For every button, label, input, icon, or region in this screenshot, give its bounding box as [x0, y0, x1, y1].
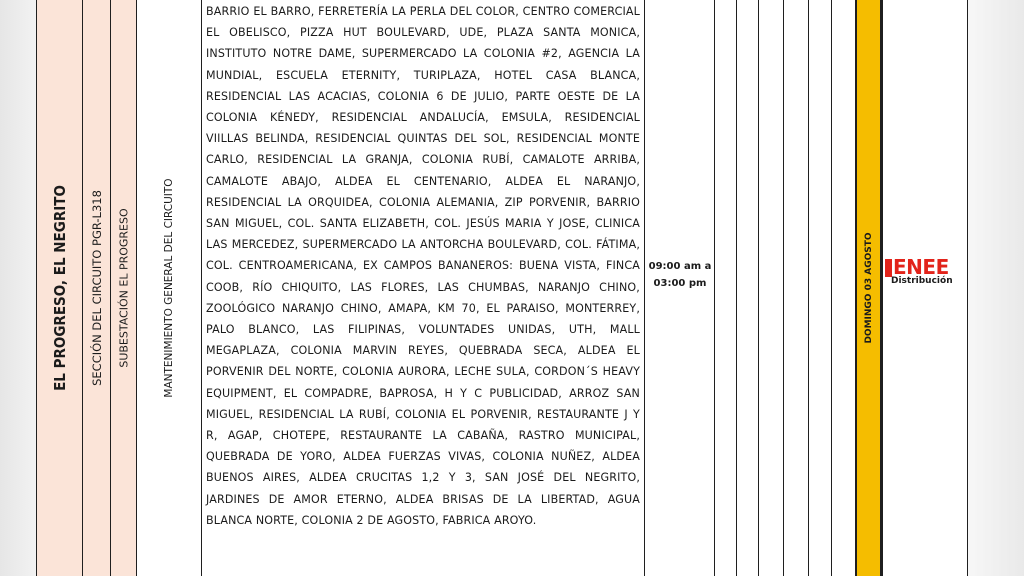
- affected-areas-cell: [201, 0, 644, 576]
- blank-cell: [808, 0, 831, 576]
- section-label: SECCIÓN DEL CIRCUITO PGR-L318: [89, 190, 104, 386]
- blank-cell: [783, 0, 808, 576]
- enee-logo-subtitle: Distribución: [891, 276, 953, 286]
- substation-cell: [110, 0, 136, 576]
- work-cell: [136, 0, 201, 576]
- time-start: 09:00 am a: [648, 261, 712, 272]
- time-cell: [644, 0, 714, 576]
- time-end: 03:00 pm: [653, 278, 707, 289]
- section-cell: [82, 0, 110, 576]
- blank-cell: [831, 0, 855, 576]
- date-cell: [855, 0, 882, 576]
- enee-logo-mark-icon: [885, 259, 892, 277]
- affected-areas-text: BARRIO EL BARRO, FERRETERÍA LA PERLA DEL COLOR, CENTRO COMERCIAL EL OBELISCO, PIZZA HUT BOULEVARD, UDE, PLAZA SANTA MONICA, INSTITUTO NOTRE DAME, SUPERMERCADO LA COLONIA #2, AGENCIA LA MUNDIAL, ESCUELA ETERNITY, TURIPLAZA, HOTEL CASA BLANCA, RESIDENCIAL LAS ACACIAS, COLONIA 6 DE JULIO, PARTE OESTE DE LA COLONIA KÉNEDY, RESIDENCIAL ANDALUCÍA, EMSULA, RESIDENCIAL VIILLAS BELINDA, RESIDENCIAL QUINTAS DEL SOL, RESIDENCIAL MONTE CARLO, RESIDENCIAL LA GRANJA, COLONIA RUBÍ, CAMALOTE ARRIBA, CAMALOTE ABAJO, ALDEA EL CENTENARIO, ALDEA EL NARANJO, RESIDENCIAL LA ORQUIDEA, COLONIA ALEMANIA, ZIP PORVENIR, BARRIO SAN MIGUEL, COL. SANTA ELIZABETH, COL. JESÚS MARIA Y JOSE, CLINICA LAS MERCEDEZ, SUPERMERCADO LA ANTORCHA BOULEVARD, COL. FÁTIMA, COL. CENTROAMERICANA, EX CAMPOS BANANEROS: BUENA VISTA, FINCA COOB, RÍO CHIQUITO, LAS FLORES, LAS CHUMBAS, NARANJO CHINO, ZOOLÓGICO NARANJO CHINO, AMAPA, KM 70, EL PARAISO, MONTERREY, PALO BLANCO, LAS FILIPINAS, VOLUNTADES UNIDAS, UTH, MALL MEGAPLAZA, COLONIA MARVIN REYES, QUEBRADA SECA, ALDEA EL PORVENIR DEL NORTE, COLONIA AURORA, LECHE SULA, CORDON´S HEAVY EQUIPMENT, EL COMPADRE, BAPROSA, H Y C PUBLICIDAD, ARROZ SAN MIGUEL, RESIDENCIAL LA RUBÍ, COLONIA EL PORVENIR, RESTAURANTE J Y R, AGAP, CHOTEPE, RESTAURANTE LA CABAÑA, RASTRO MUNICIPAL, QUEBRADA DE YORO, ALDEA FUERZAS VIVAS, COLONIA NUÑEZ, ALDEA BUENOS AIRES, ALDEA CRUCITAS 1,2 Y 3, SAN JOSÉ DEL NEGRITO, JARDINES DE AMOR ETERNO, ALDEA BRISAS DE LA LIBERTAD, AGUA BLANCA NORTE, COLONIA 2 DE AGOSTO, FABRICA AROYO.: [206, 5, 640, 527]
- blank-cell: [714, 0, 736, 576]
- enee-logo-name: ENEE: [893, 255, 949, 279]
- time-range: [645, 258, 715, 292]
- work-label: MANTENIMIENTO GENERAL DEL CIRCUITO: [163, 178, 175, 398]
- page-margin-right: [968, 0, 1024, 576]
- enee-logo: [885, 255, 967, 289]
- substation-label: SUBESTACIÓN EL PROGRESO: [117, 208, 130, 368]
- zone-cell: [36, 0, 82, 576]
- date-label: DOMINGO 03 AGOSTO: [863, 232, 874, 344]
- logo-cell: [882, 0, 968, 576]
- blank-cell: [758, 0, 783, 576]
- zone-label: EL PROGRESO, EL NEGRITO: [50, 185, 69, 391]
- page-margin-left: [0, 0, 36, 576]
- blank-cell: [736, 0, 758, 576]
